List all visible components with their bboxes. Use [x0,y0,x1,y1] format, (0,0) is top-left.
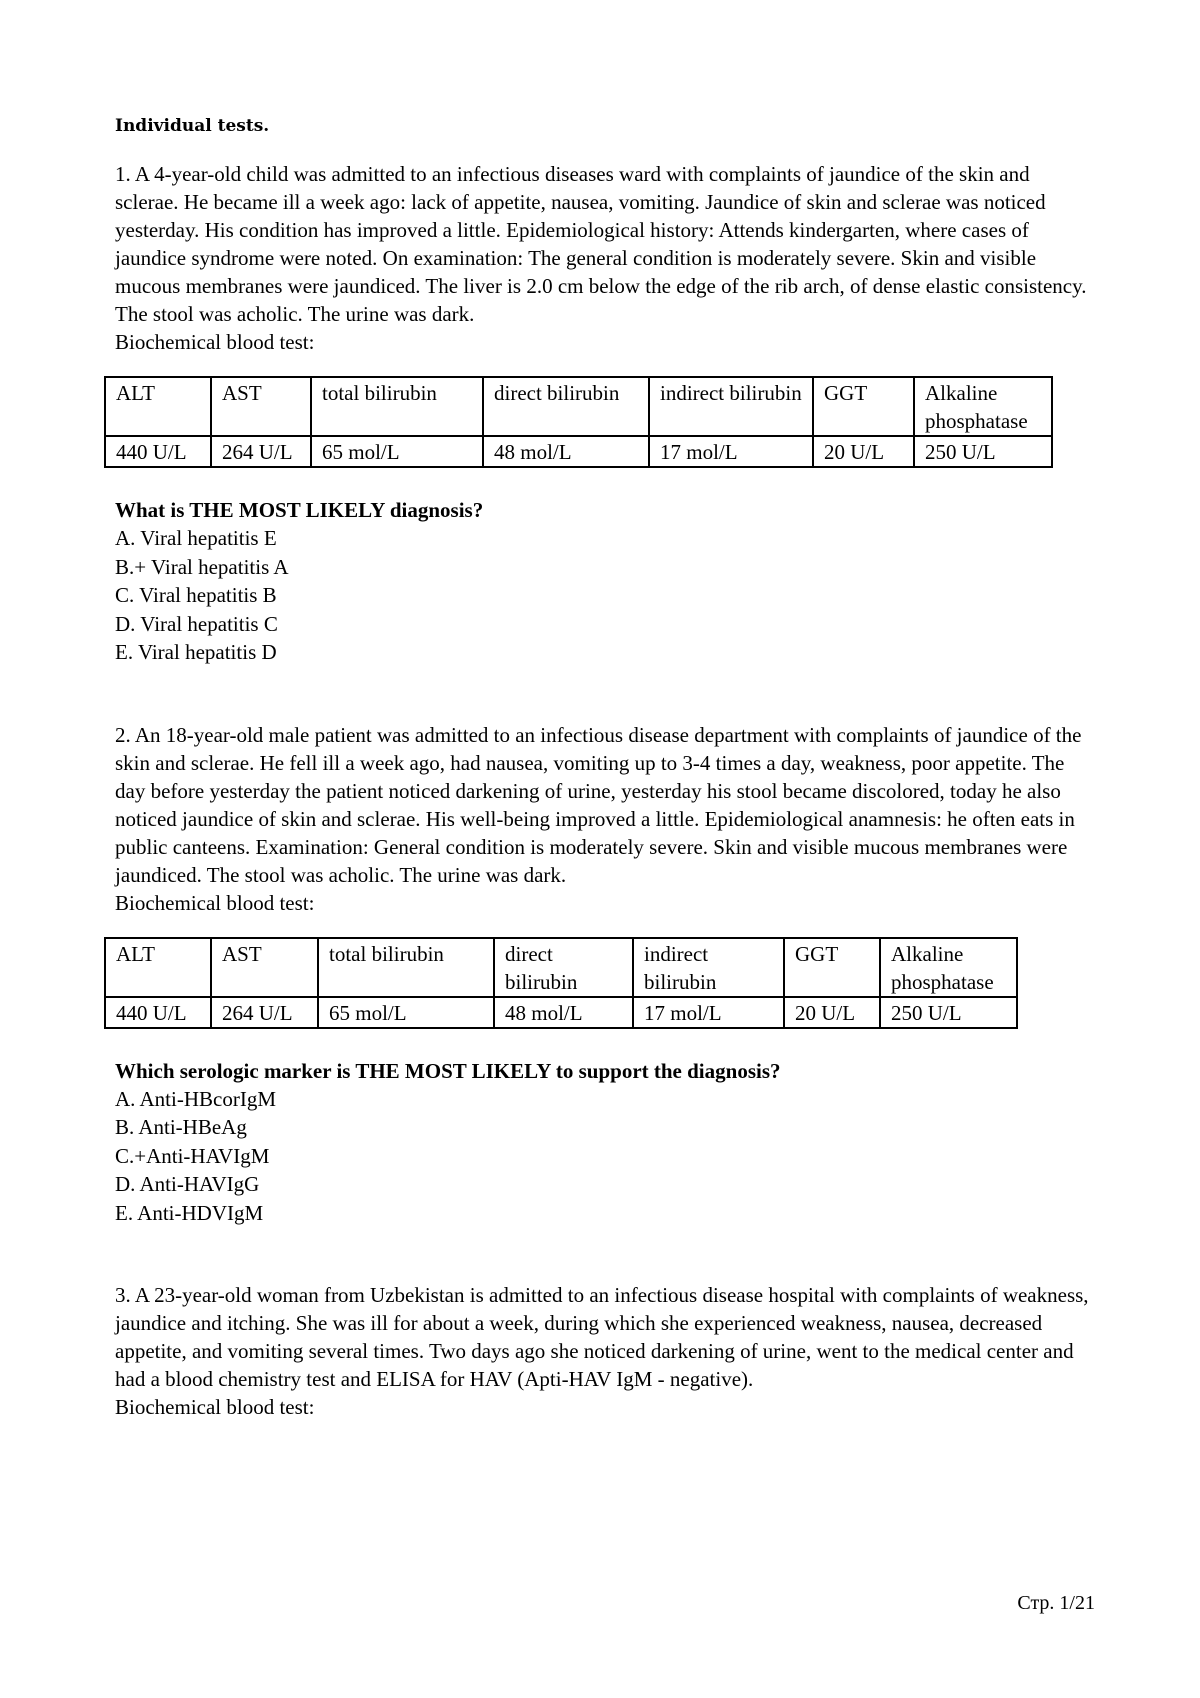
table-cell: ALT [105,377,211,436]
table-cell: 48 mol/L [483,436,649,467]
answer-option: E. Anti-HDVIgM [115,1200,264,1225]
question-1-text: 1. A 4-year-old child was admitted to an infectious diseases ward with complaints of jaundice of the skin and sclerae. He became ill a week ago: lack of appetite, nausea, vomiting. Jaundice of skin and sclerae was noticed yesterday. His condition has improved a little. Epidemiological history: Attends kindergarten, where cases of jaundice syndrome were noted. On examination: The general condition is moderately severe. Skin and visible mucous membranes were jaundiced. The liver is 2.0 cm below the edge of the rib arch, of dense elastic consistency. The stool was acholic. The urine was dark. [115,162,1087,326]
question-1-lab-table [104,376,1053,468]
table-cell: 17 mol/L [649,436,813,467]
table-cell: 440 U/L [105,436,211,467]
answer-option: B.+ Viral hepatitis A [115,554,289,579]
table-cell: 17 mol/L [633,997,784,1028]
table-cell: 65 mol/L [311,436,483,467]
question-2-lab-table [104,937,1018,1029]
table-cell: total bilirubin [311,377,483,436]
document-heading: Individual tests. [115,116,270,136]
table-row [105,997,1017,1028]
table-row [105,436,1052,467]
question-2-test-label: Biochemical blood test: [115,890,315,915]
table-cell: 264 U/L [211,436,311,467]
question-1-test-label: Biochemical blood test: [115,330,315,354]
table-header-row [105,938,1017,997]
answer-option: D. Viral hepatitis C [115,611,278,636]
question-2-text: 2. An 18-year-old male patient was admitted to an infectious disease department with complaints of jaundice of the skin and sclerae. He fell ill a week ago, had nausea, vomiting up to 3-4 times a day, weakness, poor appetite. The day before yesterday the patient noticed darkening of urine, yesterday his stool became discolored, today he also noticed jaundice of skin and sclerae. His well-being improved a little. Epidemiological anamnesis: he often eats in public canteens. Examination: General condition is moderately severe. Skin and visible mucous membranes were jaundiced. The stool was acholic. The urine was dark. [115,722,1082,887]
answer-option: C. Viral hepatitis B [115,583,277,607]
answer-option: C.+Anti-HAVIgM [115,1143,270,1168]
table-cell: 65 mol/L [318,997,494,1028]
table-cell: 20 U/L [813,436,914,467]
table-cell: 264 U/L [211,997,318,1028]
table-cell: ALT [105,938,211,997]
table-cell: AST [211,938,318,997]
table-cell: 440 U/L [105,997,211,1028]
document-page [115,112,1095,1421]
table-cell: direct bilirubin [483,377,649,436]
question-3-text: 3. A 23-year-old woman from Uzbekistan is admitted to an infectious disease hospital with complaints of weakness, jaundice and itching. She was ill for about a week, during which she experienced weakness, nausea, decreased appetite, and vomiting several times. Two days ago she noticed darkening of urine, went to the medical center and had a blood chemistry test and ELISA for HAV (Apti-HAV IgM - negative). [115,1283,1089,1391]
table-cell: total bilirubin [318,938,494,997]
table-cell: GGT [784,938,880,997]
question-1 [115,160,1095,667]
table-header-row [105,377,1052,436]
answer-option: E. Viral hepatitis D [115,640,277,664]
answer-option: B. Anti-HBeAg [115,1115,247,1139]
table-cell: Alkaline phosphatase [914,377,1052,436]
table-cell: direct bilirubin [494,938,633,997]
table-cell: indirect bilirubin [649,377,813,436]
table-cell: Alkaline phosphatase [880,938,1017,997]
table-cell: indirect bilirubin [633,938,784,997]
question-1-prompt: What is THE MOST LIKELY diagnosis? [115,498,484,522]
table-cell: GGT [813,377,914,436]
table-cell: 250 U/L [880,997,1017,1028]
question-2 [115,721,1095,1228]
answer-option: D. Anti-HAVIgG [115,1172,260,1196]
table-cell: 48 mol/L [494,997,633,1028]
page-number: Стр. 1/21 [1017,1592,1095,1614]
answer-option: A. Anti-HBcorIgM [115,1086,276,1111]
answer-option: A. Viral hepatitis E [115,526,277,550]
question-3-test-label: Biochemical blood test: [115,1395,315,1419]
question-3 [115,1281,1095,1421]
table-cell: AST [211,377,311,436]
table-cell: 250 U/L [914,436,1052,467]
table-cell: 20 U/L [784,997,880,1028]
question-2-prompt: Which serologic marker is THE MOST LIKELY to support the diagnosis? [115,1058,781,1083]
